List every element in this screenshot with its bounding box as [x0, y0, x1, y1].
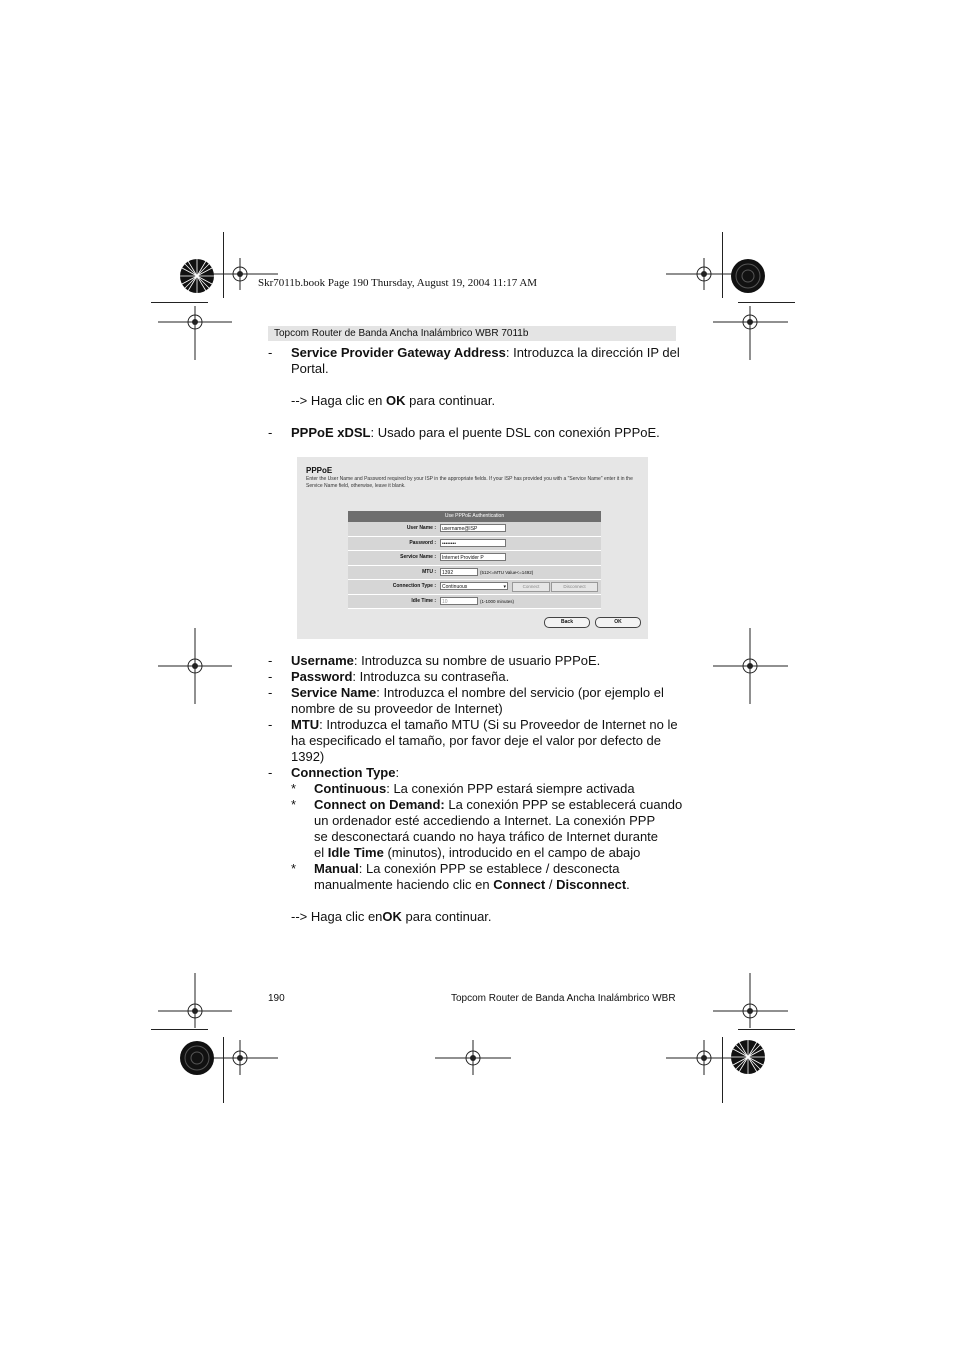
chevron-down-icon: ▾: [503, 584, 506, 590]
mtu-label: MTU :: [422, 568, 436, 575]
list-item: Service Provider Gateway Address: Introduzca la dirección IP del: [291, 345, 680, 360]
idle-time-input[interactable]: 10: [440, 597, 478, 605]
sub-item-cont: un ordenador esté accediendo a Internet. La conexión PPP: [314, 813, 656, 828]
sub-item: Continuous: La conexión PPP estará siempre activada: [314, 781, 635, 796]
mtu-input[interactable]: 1392: [440, 568, 478, 576]
list-star: *: [291, 797, 297, 812]
pppoe-panel: [348, 511, 601, 609]
screenshot-title: PPPoE: [306, 466, 333, 475]
form-row: [348, 522, 601, 537]
user-name-label: User Name :: [406, 525, 436, 531]
list-dash: -: [268, 425, 273, 440]
list-item: MTU: Introduzca el tamaño MTU (Si su Proveedor de Internet no le: [291, 717, 678, 732]
back-button[interactable]: Back: [544, 617, 590, 628]
crosshair-icon: [158, 306, 232, 360]
list-item: PPPoE xDSL: Usado para el puente DSL con conexión PPPoE.: [291, 425, 660, 440]
idle-time-note: (1-1000 minutes): [480, 598, 515, 604]
instruction: --> Haga clic enOK para continuar.: [291, 909, 492, 924]
user-name-input[interactable]: username@ISP: [440, 524, 506, 532]
list-item: Connection Type:: [291, 765, 400, 780]
crosshair-icon: [713, 306, 788, 360]
sub-item: Manual: La conexión PPP se establece / desconecta: [314, 861, 620, 876]
list-dash: -: [268, 653, 273, 668]
page-number: 190: [268, 993, 285, 1004]
form-row: [348, 551, 601, 566]
list-star: *: [291, 861, 297, 876]
target-icon: [180, 1041, 214, 1075]
password-input[interactable]: ••••••••: [440, 539, 506, 547]
connection-type-label: Connection Type :: [392, 583, 436, 589]
sunburst-icon: [180, 259, 214, 293]
list-item: Username: Introduzca su nombre de usuario PPPoE.: [291, 653, 601, 668]
crosshair-icon: [713, 973, 788, 1028]
sub-item-cont: se desconectará cuando no haya tráfico de Internet durante: [314, 829, 659, 844]
form-row: [348, 566, 601, 581]
footer-title: Topcom Router de Banda Ancha Inalámbrico WBR: [451, 993, 676, 1004]
password-label: Password :: [409, 539, 436, 546]
list-item-cont: Portal.: [291, 361, 329, 376]
idle-time-label: Idle Time :: [411, 597, 436, 604]
list-item: Service Name: Introduzca el nombre del servicio (por ejemplo el: [291, 685, 664, 700]
list-item-cont: ha especificado el tamaño, por favor deje el valor por defecto de: [291, 733, 662, 748]
list-star: *: [291, 781, 297, 796]
sub-item: Connect on Demand: La conexión PPP se establecerá cuando: [314, 797, 683, 812]
form-row: [348, 537, 601, 552]
service-name-label: Service Name :: [400, 554, 436, 560]
running-header: Topcom Router de Banda Ancha Inalámbrico WBR 7011b: [268, 326, 676, 341]
crosshair-icon: [158, 973, 232, 1028]
disconnect-button[interactable]: Disconnect: [551, 582, 598, 592]
list-dash: -: [268, 345, 273, 360]
connection-type-select[interactable]: Continuous ▾: [442, 584, 506, 590]
service-name-input[interactable]: Internet Provider P: [440, 553, 506, 561]
sub-item-cont: el Idle Time (minutos), introducido en el campo de abajo: [314, 845, 641, 860]
print-header: Skr7011b.book Page 190 Thursday, August 19, 2004 11:17 AM: [258, 277, 538, 289]
form-row: [348, 595, 601, 610]
list-dash: -: [268, 685, 273, 700]
list-item: Password: Introduzca su contraseña.: [291, 669, 510, 684]
panel-title: Use PPPoE Authentication: [348, 511, 601, 522]
screenshot-description: Enter the User Name and Password required by your ISP in the appropriate fields. If your ISP has provided you with a "Service Name" enter it in the Service Name field, otherwise, leave it blank.: [306, 476, 633, 489]
sub-item-cont: manualmente haciendo clic en Connect / Disconnect.: [314, 877, 630, 892]
sunburst-icon: [731, 1040, 765, 1074]
instruction: --> Haga clic en OK para continuar.: [291, 393, 496, 408]
pppoe-screenshot: [297, 457, 648, 639]
target-icon: [731, 259, 765, 293]
form-row: [348, 580, 601, 595]
mtu-note: (512<=MTU Value<=1492): [480, 569, 534, 575]
list-item-cont: nombre de su proveedor de Internet): [291, 701, 503, 716]
connect-button[interactable]: Connect: [512, 582, 550, 592]
list-dash: -: [268, 765, 273, 780]
list-item-cont: 1392): [291, 749, 325, 764]
list-dash: -: [268, 669, 273, 684]
list-dash: -: [268, 717, 273, 732]
ok-button[interactable]: OK: [595, 617, 641, 628]
